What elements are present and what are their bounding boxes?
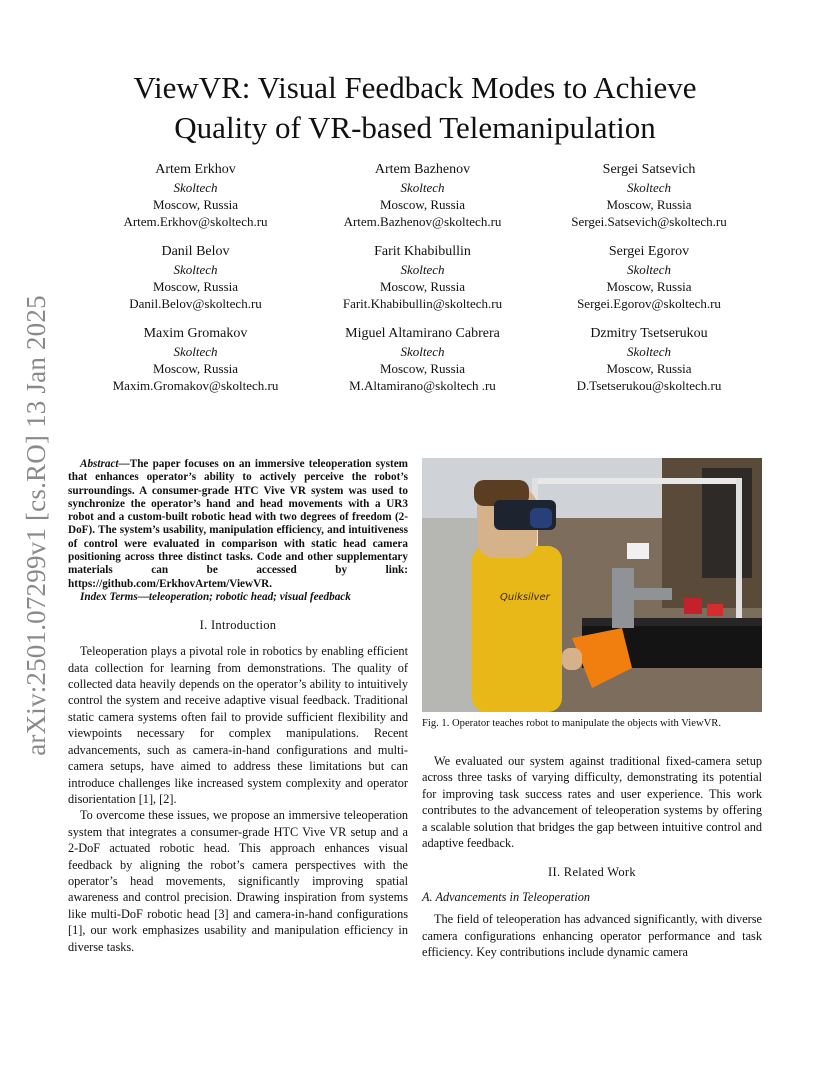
author-affiliation: Skoltech <box>400 262 445 277</box>
author-location: Moscow, Russia <box>152 279 239 294</box>
author-entry <box>82 325 309 394</box>
author-affiliation: Skoltech <box>400 344 445 359</box>
author-email: Danil.Belov@skoltech.ru <box>129 296 262 311</box>
subsection-teleoperation-heading: A. Advancements in Teleoperation <box>422 890 591 905</box>
author-location: Moscow, Russia <box>379 197 466 212</box>
author-name: Sergei Satsevich <box>602 162 696 177</box>
author-email: D.Tsetserukou@skoltech.ru <box>576 378 722 393</box>
author-name: Maxim Gromakov <box>143 326 248 341</box>
author-affiliation: Skoltech <box>173 344 218 359</box>
abstract-text: —The paper focuses on an immersive teleoperation system that enhances operator’s ability to actively perceive the robot’s surroundings. A consumer-grade HTC Vive VR system was used to synchronize the operator’s hand and head movements with a UR3 robot and a custom-built robotic head with two degrees of freedom (2-DoF). The system’s usability, manipulation efficiency, and intuitiveness of control were evaluated in comparison with static head camera positioning across three distinct tasks. Code and other supplementary materials can be accessed by link: https://github.com/ErkhovArtem/ViewVR. <box>68 458 408 590</box>
author-email: Artem.Bazhenov@skoltech.ru <box>343 214 502 229</box>
author-affiliation: Skoltech <box>626 180 672 195</box>
author-affiliation: Skoltech <box>626 344 672 359</box>
shirt-text: Quiksilver <box>500 592 550 603</box>
author-affiliation: Skoltech <box>173 262 218 277</box>
related-work-paragraph: The field of teleoperation has advanced significantly, with diverse camera configurations enhancing operator performance and task efficiency. Key contributions include dynamic camera <box>422 912 762 960</box>
title-line-1: ViewVR: Visual Feedback Modes to Achieve <box>133 70 697 105</box>
author-affiliation: Skoltech <box>173 180 218 195</box>
right-column <box>422 458 762 961</box>
index-terms: Index Terms—teleoperation; robotic head; visual feedback <box>80 590 351 603</box>
evaluation-paragraph: We evaluated our system against traditional fixed-camera setup across three tasks of varying difficulty, demonstrating its potential for improving task success rates and user experience. This work contributes to the advancement of teleoperation systems by offering a scalable solution that bridges the gap between intuitive control and adaptive feedback. <box>422 754 762 851</box>
author-entry <box>536 325 762 394</box>
author-email: Sergei.Egorov@skoltech.ru <box>577 296 721 311</box>
author-email: M.Altamirano@skoltech .ru <box>349 378 496 393</box>
author-entry <box>309 325 536 394</box>
author-name: Farit Khabibullin <box>374 244 471 259</box>
author-name: Sergei Egorov <box>608 244 690 259</box>
arxiv-identifier: arXiv:2501.07299v1 [cs.RO] 13 Jan 2025 <box>20 294 51 756</box>
author-email: Maxim.Gromakov@skoltech.ru <box>112 378 279 393</box>
author-entry <box>309 243 536 312</box>
author-location: Moscow, Russia <box>152 197 239 212</box>
author-location: Moscow, Russia <box>606 279 692 294</box>
author-location: Moscow, Russia <box>152 361 239 376</box>
author-affiliation: Skoltech <box>400 180 445 195</box>
author-entry <box>536 161 762 230</box>
abstract <box>68 458 408 591</box>
section-related-work-heading: II. Related Work <box>548 865 636 880</box>
intro-paragraph-1: Teleoperation plays a pivotal role in robotics by enabling efficient data collection for learning from demonstrations. The quality of collected data heavily depends on the operator’s ability to intuitively control the system and receive adaptive visual feedback. Traditional static camera systems often fail to provide sufficient flexibility and viewpoints necessary for complex manipulations. Recent advancements, such as camera-in-hand configurations and multi-camera setups, have aimed to address these limitations but can introduce challenges like increased system complexity and operator disorientation [1], [2]. <box>68 644 408 806</box>
author-email: Artem.Erkhov@skoltech.ru <box>123 214 268 229</box>
author-location: Moscow, Russia <box>379 361 466 376</box>
author-name: Artem Erkhov <box>155 162 236 177</box>
author-name: Artem Bazhenov <box>374 162 471 177</box>
figure-1-photo <box>422 458 762 712</box>
author-name: Dzmitry Tsetserukou <box>590 326 708 341</box>
left-column <box>68 458 408 955</box>
title-line-2: Quality of VR-based Telemanipulation <box>174 110 656 145</box>
author-block <box>82 161 762 394</box>
figure-1-caption: Fig. 1. Operator teaches robot to manipulate the objects with ViewVR. <box>422 718 721 729</box>
paper-title <box>80 68 750 148</box>
author-name: Miguel Altamirano Cabrera <box>345 326 500 341</box>
author-entry <box>309 161 536 230</box>
author-location: Moscow, Russia <box>606 361 692 376</box>
author-entry <box>82 243 309 312</box>
author-entry <box>82 161 309 230</box>
arxiv-stamp <box>16 290 56 760</box>
intro-paragraph-2: To overcome these issues, we propose an immersive teleoperation system that integrates a consumer-grade HTC Vive VR setup and a 2-DoF actuated robotic head. This approach enhances visual feedback by aligning the robot’s camera perspectives with the operator’s head movements, significantly improving spatial awareness and control precision. Drawing inspiration from systems like multi-DoF robotic head [3] and camera-in-hand configurations [1], our work emphasizes usability and manipulation efficiency in diverse tasks. <box>68 808 408 954</box>
author-location: Moscow, Russia <box>606 197 692 212</box>
author-email: Sergei.Satsevich@skoltech.ru <box>571 214 727 229</box>
author-location: Moscow, Russia <box>379 279 466 294</box>
author-name: Danil Belov <box>161 244 230 259</box>
author-entry <box>536 243 762 312</box>
section-introduction-heading: I. Introduction <box>199 618 277 633</box>
author-affiliation: Skoltech <box>626 262 672 277</box>
abstract-label: Abstract <box>80 458 119 470</box>
author-email: Farit.Khabibullin@skoltech.ru <box>342 296 503 311</box>
